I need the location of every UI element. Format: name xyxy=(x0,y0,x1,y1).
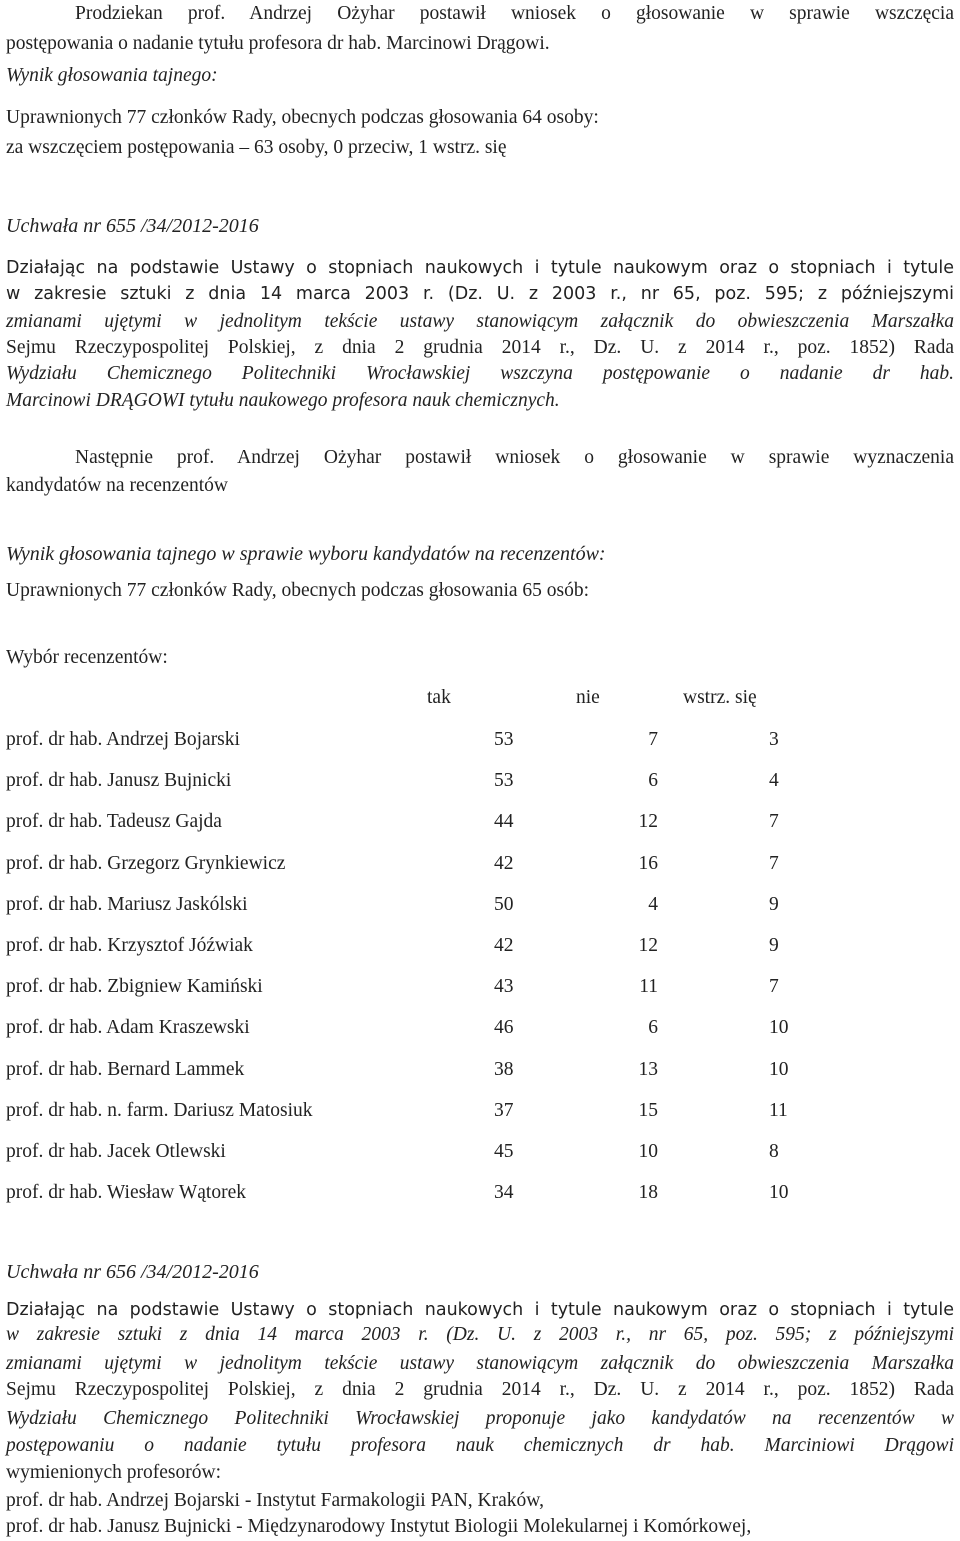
votes-no: 7 xyxy=(648,729,658,750)
reviewer-name: prof. dr hab. Jacek Otlewski xyxy=(6,1141,226,1162)
votes-no: 12 xyxy=(638,811,658,832)
reviewer-name: prof. dr hab. Janusz Bujnicki xyxy=(6,770,232,791)
resolution-655-line-4: Sejmu Rzeczypospolitej Polskiej, z dnia 2 grudnia 2014 r., Dz. U. z 2014 r., poz. 1852) Rada xyxy=(6,337,954,358)
resolution-655-line-2: w zakresie sztuki z dnia 14 marca 2003 r. (Dz. U. z 2003 r., nr 65, poz. 595; z późniejszymi xyxy=(6,284,954,304)
votes-no: 11 xyxy=(639,976,658,997)
next-motion-line-2: kandydatów na recenzentów xyxy=(6,475,228,496)
votes-abstain: 7 xyxy=(769,811,779,832)
votes-abstain: 10 xyxy=(769,1182,789,1203)
reviewer-candidate-2: prof. dr hab. Janusz Bujnicki - Międzynarodowy Instytut Biologii Molekularnej i Komórkowej, xyxy=(6,1516,752,1537)
votes-yes: 46 xyxy=(494,1017,514,1038)
table-row xyxy=(0,1181,960,1205)
votes-yes: 42 xyxy=(494,935,514,956)
column-header-abstain: wstrz. się xyxy=(683,687,757,708)
resolution-655-line-3: zmianami ujętymi w jednolitym tekście ustawy stanowiącym załącznik do obwieszczenia Marszałka xyxy=(6,311,954,332)
reviewer-name: prof. dr hab. Zbigniew Kamiński xyxy=(6,976,263,997)
votes-no: 16 xyxy=(638,853,658,874)
table-row xyxy=(0,1099,960,1123)
resolution-656-line-7: wymienionych profesorów: xyxy=(6,1462,221,1483)
table-row xyxy=(0,1016,960,1040)
intro-line-1: Prodziekan prof. Andrzej Ożyhar postawił wniosek o głosowanie w sprawie wszczęcia xyxy=(75,3,954,24)
votes-no: 6 xyxy=(648,1017,658,1038)
table-row xyxy=(0,769,960,793)
reviewers-vote-eligible: Uprawnionych 77 członków Rady, obecnych podczas głosowania 65 osób: xyxy=(6,580,590,601)
votes-abstain: 11 xyxy=(769,1100,788,1121)
votes-no: 12 xyxy=(638,935,658,956)
votes-yes: 45 xyxy=(494,1141,514,1162)
reviewer-name: prof. dr hab. Tadeusz Gajda xyxy=(6,811,222,832)
column-header-no: nie xyxy=(576,687,600,708)
votes-abstain: 3 xyxy=(769,729,779,750)
votes-yes: 53 xyxy=(494,770,514,791)
votes-abstain: 4 xyxy=(769,770,779,791)
resolution-655-title: Uchwała nr 655 /34/2012-2016 xyxy=(6,215,259,237)
resolution-655-line-5: Wydziału Chemicznego Politechniki Wrocławskiej wszczyna postępowanie o nadanie dr hab. xyxy=(6,363,954,384)
resolution-656-line-4: Sejmu Rzeczypospolitej Polskiej, z dnia 2 grudnia 2014 r., Dz. U. z 2014 r., poz. 1852) Rada xyxy=(6,1379,954,1400)
reviewer-name: prof. dr hab. Mariusz Jaskólski xyxy=(6,894,248,915)
resolution-656-line-1: Działając na podstawie Ustawy o stopniach naukowych i tytule naukowym oraz o stopniach i tytule xyxy=(6,1300,954,1320)
votes-yes: 38 xyxy=(494,1059,514,1080)
resolution-656-line-6: postępowaniu o nadanie tytułu profesora nauk chemicznych dr hab. Marciniowi Drągowi xyxy=(6,1435,954,1456)
votes-no: 13 xyxy=(638,1059,658,1080)
resolution-656-line-2: w zakresie sztuki z dnia 14 marca 2003 r. (Dz. U. z 2003 r., nr 65, poz. 595; z późniejszymi xyxy=(6,1324,954,1345)
votes-abstain: 10 xyxy=(769,1059,789,1080)
vote-eligible-line: Uprawnionych 77 członków Rady, obecnych podczas głosowania 64 osoby: xyxy=(6,107,599,128)
resolution-656-line-5: Wydziału Chemicznego Politechniki Wrocławskiej proponuje jako kandydatów na recenzentów w xyxy=(6,1408,954,1429)
votes-no: 15 xyxy=(638,1100,658,1121)
table-row xyxy=(0,852,960,876)
table-row xyxy=(0,1058,960,1082)
votes-no: 6 xyxy=(648,770,658,791)
votes-yes: 37 xyxy=(494,1100,514,1121)
vote-heading: Wynik głosowania tajnego: xyxy=(6,65,218,86)
reviewer-name: prof. dr hab. n. farm. Dariusz Matosiuk xyxy=(6,1100,313,1121)
next-motion-line-1: Następnie prof. Andrzej Ożyhar postawił wniosek o głosowanie w sprawie wyznaczenia xyxy=(75,447,954,468)
reviewers-vote-heading: Wynik głosowania tajnego w sprawie wyboru kandydatów na recenzentów: xyxy=(6,543,606,565)
reviewer-name: prof. dr hab. Krzysztof Jóźwiak xyxy=(6,935,253,956)
reviewer-name: prof. dr hab. Wiesław Wątorek xyxy=(6,1182,246,1203)
votes-abstain: 7 xyxy=(769,976,779,997)
votes-abstain: 8 xyxy=(769,1141,779,1162)
votes-yes: 34 xyxy=(494,1182,514,1203)
reviewer-name: prof. dr hab. Andrzej Bojarski xyxy=(6,729,240,750)
reviewer-name: prof. dr hab. Grzegorz Grynkiewicz xyxy=(6,853,286,874)
table-row xyxy=(0,810,960,834)
intro-line-2: postępowania o nadanie tytułu profesora dr hab. Marcinowi Drągowi. xyxy=(6,33,550,54)
votes-yes: 42 xyxy=(494,853,514,874)
votes-abstain: 9 xyxy=(769,935,779,956)
resolution-656-line-3: zmianami ujętymi w jednolitym tekście ustawy stanowiącym załącznik do obwieszczenia Marszałka xyxy=(6,1353,954,1374)
votes-abstain: 9 xyxy=(769,894,779,915)
reviewer-name: prof. dr hab. Bernard Lammek xyxy=(6,1059,245,1080)
table-row xyxy=(0,893,960,917)
reviewer-candidate-1: prof. dr hab. Andrzej Bojarski - Instytut Farmakologii PAN, Kraków, xyxy=(6,1490,544,1511)
column-header-yes: tak xyxy=(427,687,451,708)
table-row xyxy=(0,975,960,999)
resolution-656-title: Uchwała nr 656 /34/2012-2016 xyxy=(6,1261,259,1283)
votes-yes: 50 xyxy=(494,894,514,915)
votes-no: 18 xyxy=(638,1182,658,1203)
resolution-655-line-6: Marcinowi DRĄGOWI tytułu naukowego profesora nauk chemicznych. xyxy=(6,390,560,411)
table-row xyxy=(0,934,960,958)
resolution-655-line-1: Działając na podstawie Ustawy o stopniach naukowych i tytule naukowym oraz o stopniach i tytule xyxy=(6,258,954,278)
votes-abstain: 7 xyxy=(769,853,779,874)
votes-no: 4 xyxy=(648,894,658,915)
table-row xyxy=(0,1140,960,1164)
selection-label: Wybór recenzentów: xyxy=(6,647,168,668)
votes-yes: 53 xyxy=(494,729,514,750)
reviewer-name: prof. dr hab. Adam Kraszewski xyxy=(6,1017,250,1038)
votes-abstain: 10 xyxy=(769,1017,789,1038)
votes-yes: 43 xyxy=(494,976,514,997)
table-row xyxy=(0,728,960,752)
vote-result-line: za wszczęciem postępowania – 63 osoby, 0 przeciw, 1 wstrz. się xyxy=(6,137,507,158)
votes-yes: 44 xyxy=(494,811,514,832)
votes-no: 10 xyxy=(638,1141,658,1162)
